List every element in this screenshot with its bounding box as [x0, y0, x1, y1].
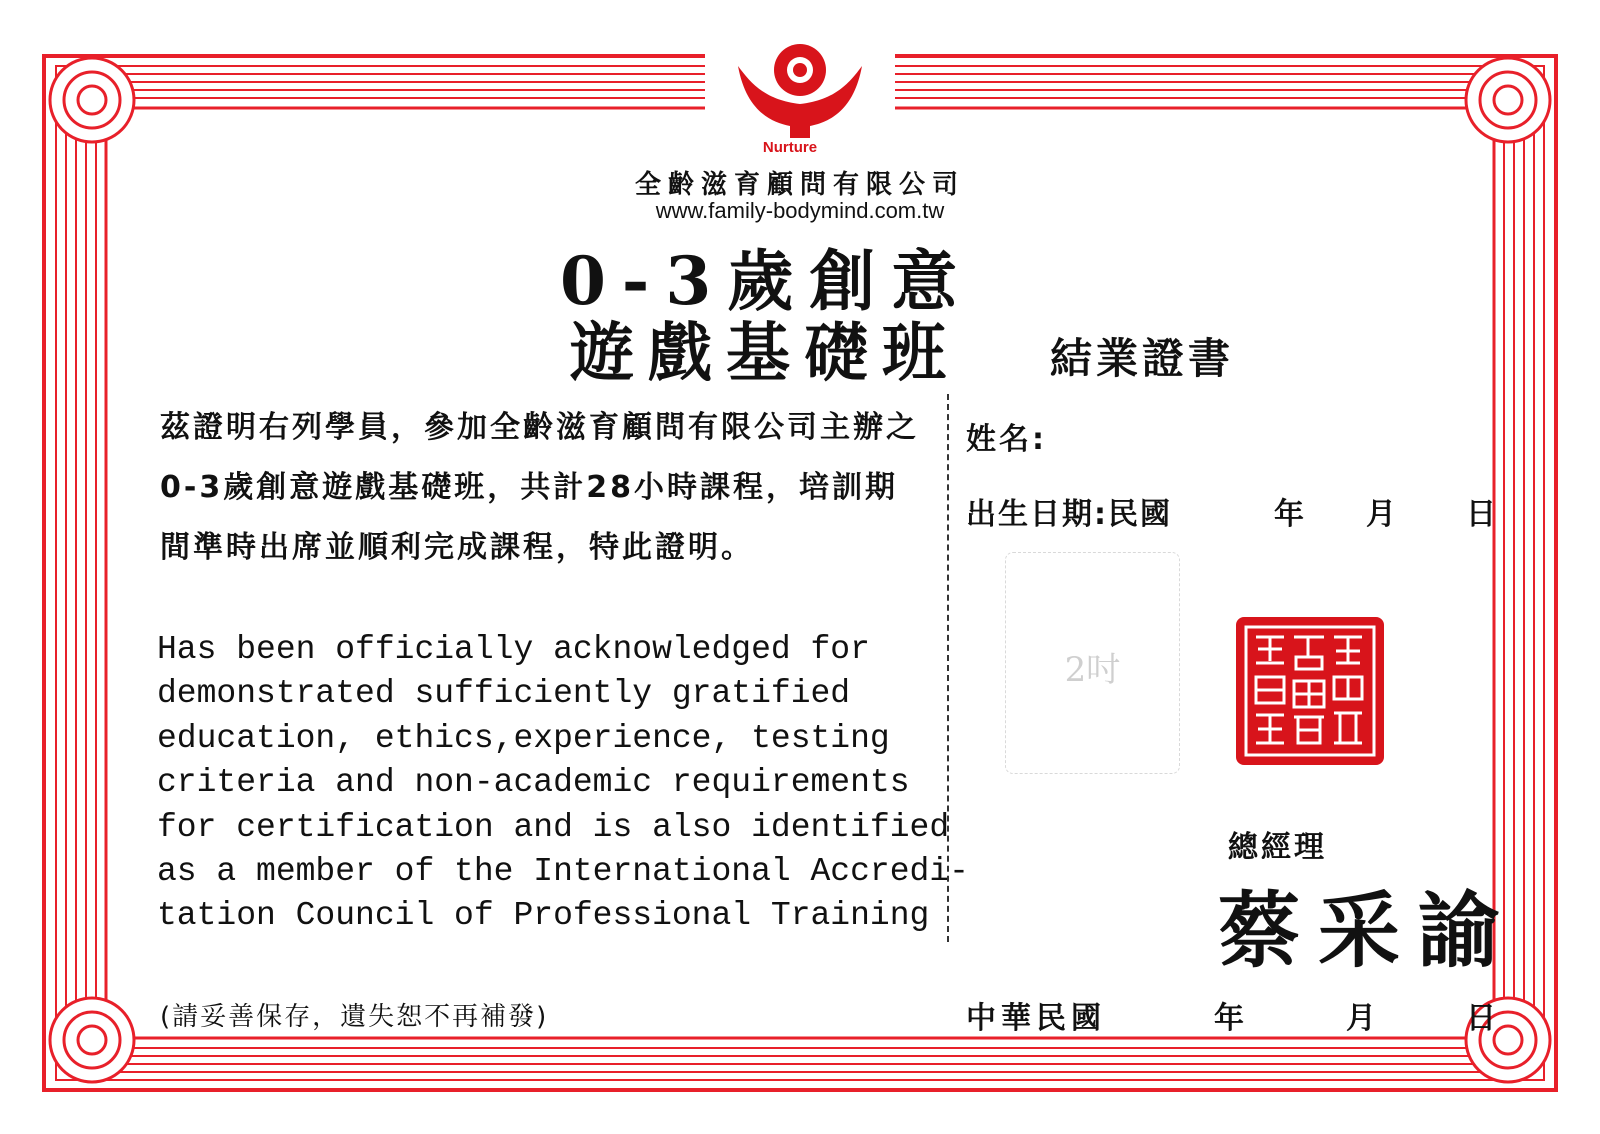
certificate-title-line1: 0-3歲創意 [560, 242, 974, 320]
issue-day-label: 日 [1466, 1001, 1496, 1036]
certificate-title-suffix: 結業證書 [1050, 334, 1235, 383]
recipient-name-label: 姓名: [966, 422, 1047, 457]
birth-year-label: 年 [1274, 497, 1304, 532]
certificate-statement-english: Has been officially acknowledged for demonstrated sufficiently gratified education, ethics,experience, testing criteria and non-academic requirements for certification and is also identified as a member of the International Accredi- tation Council of Professional Training [157, 631, 969, 935]
keep-safe-note: (請妥善保存，遺失恕不再補發) [160, 1002, 549, 1032]
column-divider [947, 394, 949, 942]
issue-month-label: 月 [1346, 1001, 1376, 1036]
corner-ornament-bl-icon [50, 998, 134, 1082]
signatory-name: 蔡采諭 [1218, 883, 1519, 979]
birth-date-label: 出生日期:民國 [966, 497, 1172, 532]
company-name: 全齡滋育顧問有限公司 [634, 170, 965, 200]
company-website: www.family-bodymind.com.tw [655, 198, 945, 223]
company-seal-icon [1236, 617, 1384, 765]
logo-wordmark: Nurture [762, 139, 818, 156]
corner-ornament-tl-icon [50, 58, 134, 142]
certificate-statement-chinese: 茲證明右列學員，參加全齡滋育顧問有限公司主辦之0-3歲創意遊戲基礎班，共計28小時課程，培訓期間準時出席並順利完成課程，特此證明。 [160, 410, 919, 565]
birth-month-label: 月 [1366, 497, 1396, 532]
photo-size-label: 2吋 [1064, 650, 1121, 690]
issue-date-label: 中華民國 [966, 1001, 1106, 1036]
birth-day-label: 日 [1466, 497, 1496, 532]
issue-year-label: 年 [1214, 1001, 1244, 1036]
corner-ornament-tr-icon [1466, 58, 1550, 142]
certificate-title-line2: 遊戲基礎班 [570, 316, 960, 391]
signatory-title: 總經理 [1228, 830, 1327, 865]
